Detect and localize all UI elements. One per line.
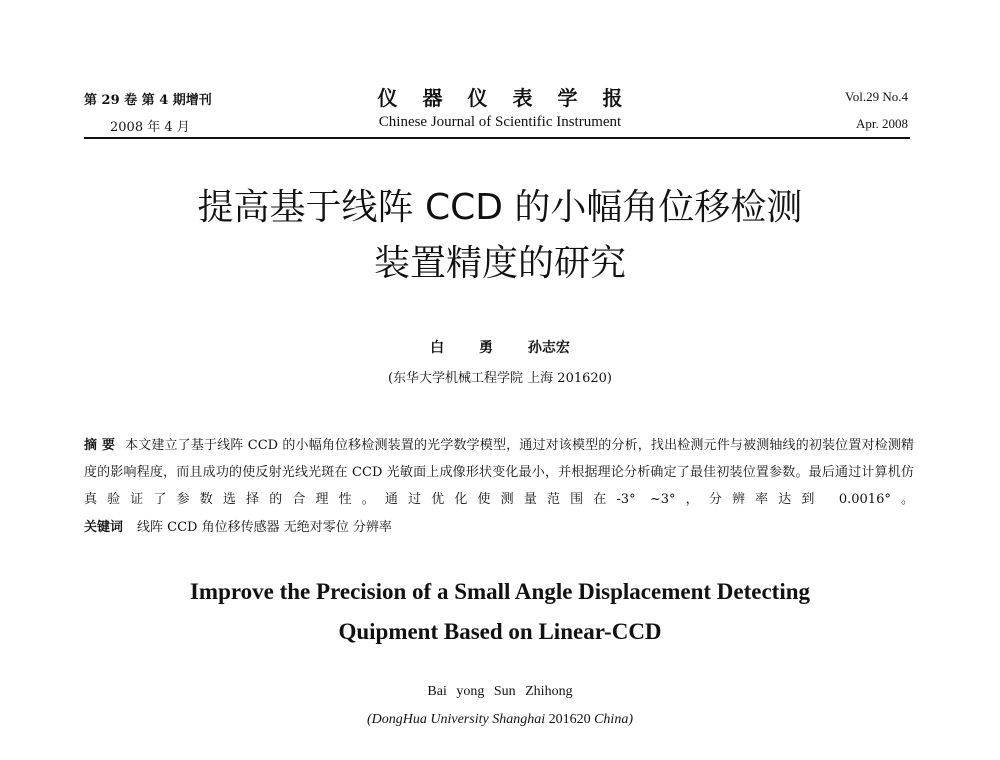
journal-name-cn: 仪器仪表学报 xyxy=(377,86,648,110)
authors-en: Bai yong Sun Zhihong xyxy=(427,684,573,699)
title-cn-line1: 提高基于线阵 CCD 的小幅角位移检测 xyxy=(197,187,803,228)
affiliation-en xyxy=(0,712,1000,728)
title-en-line2: Quipment Based on Linear-CCD xyxy=(338,619,662,644)
affiliation-en-close: ) xyxy=(628,712,633,727)
title-en-line1: Improve the Precision of a Small Angle Displacement Detecting xyxy=(189,579,811,604)
affiliation-en-code: 201620 xyxy=(545,712,595,727)
header-date-cn: 2008 年 4 月 xyxy=(110,120,190,135)
affiliation-en-open: ( xyxy=(366,712,372,727)
affiliation-en-country: China xyxy=(594,712,629,727)
abstract xyxy=(84,432,914,513)
header-volume-issue-cn: 第 29 卷 第 4 期增刊 xyxy=(84,93,212,108)
header-rule xyxy=(84,137,910,139)
journal-name-en: Chinese Journal of Scientific Instrument xyxy=(378,114,622,130)
header-volume-issue-en: Vol.29 No.4 xyxy=(845,89,908,104)
header-date-en: Apr. 2008 xyxy=(856,116,908,131)
authors-cn: 白 勇 孙志宏 xyxy=(430,340,570,356)
keywords xyxy=(84,514,392,541)
abstract-label: 摘 要 xyxy=(84,438,116,453)
keywords-text: 线阵 CCD 角位移传感器 无绝对零位 分辨率 xyxy=(137,520,392,535)
affiliation-en-university: DongHua University Shanghai xyxy=(371,712,546,727)
abstract-text: 本文建立了基于线阵 CCD 的小幅角位移检测装置的光学数学模型，通过对该模型的分析，找出检测元件与被测轴线的初装位置对检测精度的影响程度，而且成功的使反射光线光斑在 CCD 光敏面上成像形状变化最小，并根据理论分析确定了最佳初装位置参数。最后通过计算机仿真验证了参数选择的合理性。通过优化使测量范围在-3° ~3°，分辨率达到 0.0016°。 xyxy=(84,438,914,507)
title-cn-line2: 装置精度的研究 xyxy=(373,243,626,284)
affiliation-cn: (东华大学机械工程学院 上海 201620) xyxy=(387,371,613,386)
keywords-label: 关键词 xyxy=(84,520,124,535)
